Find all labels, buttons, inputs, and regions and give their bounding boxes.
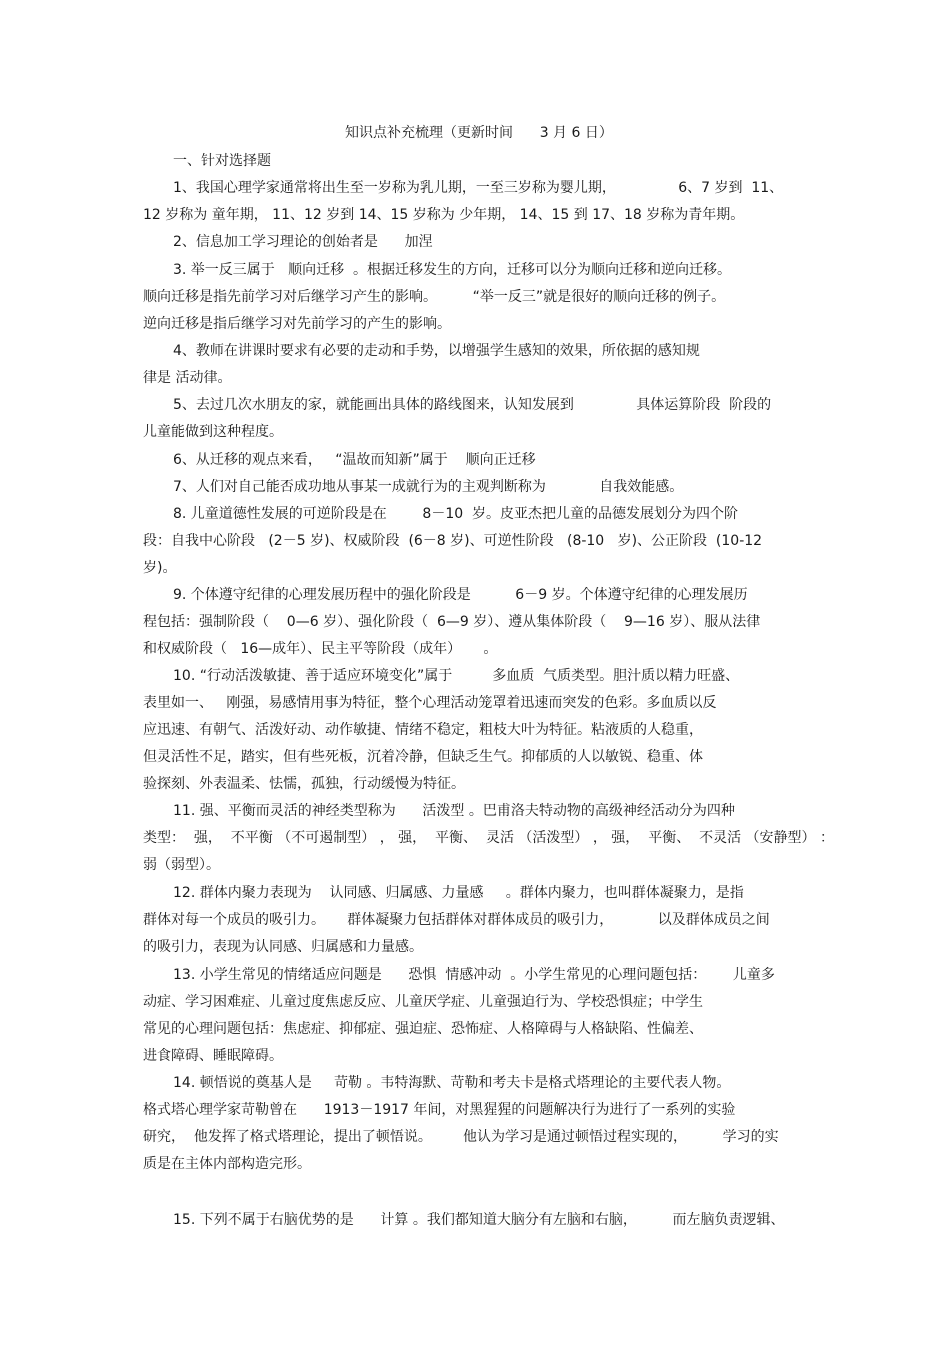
text-line: 研究， 他发挥了格式塔理论，提出了顿悟说。 他认为学习是通过顿悟过程实现的， 学习的实 — [143, 1129, 779, 1145]
text-line: 3. 举一反三属于 顺向迁移 。根据迁移发生的方向，迁移可以分为顺向迁移和逆向迁移。 — [173, 262, 732, 278]
text-line: 律是 活动律。 — [143, 370, 232, 386]
text-line: 和权威阶段（ 16—成年）、民主平等阶段（成年） 。 — [143, 641, 498, 657]
text-line: 1、我国心理学家通常将出生至一岁称为乳儿期，一至三岁称为婴儿期， 6、7 岁到 11、 — [173, 180, 784, 196]
text-line: 儿童能做到这种程度。 — [143, 424, 283, 440]
text-line: 6、从迁移的观点来看， “温故而知新”属于 顺向正迁移 — [173, 452, 536, 468]
text-line: 12 岁称为 童年期， 11、12 岁到 14、15 岁称为 少年期， 14、15 到 17、18 岁称为青年期。 — [143, 207, 745, 223]
text-line: 验探刻、外表温柔、怯懦，孤独，行动缓慢为特征。 — [143, 776, 465, 792]
text-line: 但灵活性不足，踏实，但有些死板，沉着冷静，但缺乏生气。抑郁质的人以敏锐、稳重、体 — [143, 749, 703, 765]
document-title: 知识点补充梳理（更新时间 3 月 6 日） — [345, 125, 613, 141]
text-line: 动症、学习困难症、儿童过度焦虑反应、儿童厌学症、儿童强迫行为、学校恐惧症；中学生 — [143, 994, 703, 1010]
text-line: 11. 强、平衡而灵活的神经类型称为 活泼型 。巴甫洛夫特动物的高级神经活动分为四种 — [173, 803, 735, 819]
section-heading: 一、针对选择题 — [173, 153, 271, 169]
text-line: 13. 小学生常见的情绪适应问题是 恐惧 情感冲动 。小学生常见的心理问题包括： 儿童多 — [173, 967, 775, 983]
text-line: 段：自我中心阶段 (2－5 岁)、权威阶段 (6－8 岁)、可逆性阶段 (8-10 岁)、公正阶段 (10-12 — [143, 533, 763, 549]
text-line: 9. 个体遵守纪律的心理发展历程中的强化阶段是 6－9 岁。个体遵守纪律的心理发展历 — [173, 587, 748, 603]
text-line: 10. “行动活泼敏捷、善于适应环境变化”属于 多血质 气质类型。胆汁质以精力旺盛、 — [173, 668, 740, 684]
text-line: 7、人们对自己能否成功地从事某一成就行为的主观判断称为 自我效能感。 — [173, 479, 684, 495]
text-line: 群体对每一个成员的吸引力。 群体凝聚力包括群体对群体成员的吸引力， 以及群体成员之间 — [143, 912, 770, 928]
text-line: 逆向迁移是指后继学习对先前学习的产生的影响。 — [143, 316, 451, 332]
text-line: 应迅速、有朝气、活泼好动、动作敏捷、情绪不稳定，粗枝大叶为特征。粘液质的人稳重， — [143, 722, 703, 738]
text-line: 质是在主体内部构造完形。 — [143, 1156, 311, 1172]
text-line: 12. 群体内聚力表现为 认同感、归属感、力量感 。群体内聚力，也叫群体凝聚力，是指 — [173, 885, 744, 901]
text-line: 的吸引力，表现为认同感、归属感和力量感。 — [143, 939, 423, 955]
text-line: 2、信息加工学习理论的创始者是 加涅 — [173, 234, 433, 250]
text-line: 弱（弱型）。 — [143, 857, 220, 873]
text-line: 顺向迁移是指先前学习对后继学习产生的影响。 “举一反三”就是很好的顺向迁移的例子。 — [143, 289, 726, 305]
text-line: 程包括：强制阶段（ 0—6 岁）、强化阶段（ 6—9 岁）、遵从集体阶段（ 9—16 岁）、服从法律 — [143, 614, 761, 630]
text-line: 15. 下列不属于右脑优势的是 计算 。我们都知道大脑分有左脑和右脑， 而左脑负责逻辑、 — [173, 1212, 785, 1228]
text-line: 4、教师在讲课时要求有必要的走动和手势，以增强学生感知的效果，所依据的感知规 — [173, 343, 700, 359]
text-line: 格式塔心理学家苛勒曾在 1913－1917 年间，对黑猩猩的问题解决行为进行了一系列的实验 — [143, 1102, 736, 1118]
text-line: 14. 顿悟说的奠基人是 苛勒 。韦特海默、苛勒和考夫卡是格式塔理论的主要代表人物。 — [173, 1075, 731, 1091]
text-line: 表里如一、 刚强，易感情用事为特征，整个心理活动笼罩着迅速而突发的色彩。多血质以反 — [143, 695, 717, 711]
text-line: 5、去过几次水朋友的家，就能画出具体的路线图来，认知发展到 具体运算阶段 阶段的 — [173, 397, 772, 413]
text-line: 8. 儿童道德性发展的可逆阶段是在 8－10 岁。皮亚杰把儿童的品德发展划分为四个阶 — [173, 506, 739, 522]
text-line: 常见的心理问题包括：焦虑症、抑郁症、强迫症、恐怖症、人格障碍与人格缺陷、性偏差、 — [143, 1021, 703, 1037]
text-line: 类型： 强， 不平衡 （不可遏制型） ， 强， 平衡、 灵活 （活泼型） ， 强， 平衡、 不灵活 （安静型） ： — [143, 830, 835, 846]
text-line: 岁)。 — [143, 560, 177, 576]
text-line: 进食障碍、睡眠障碍。 — [143, 1048, 283, 1064]
